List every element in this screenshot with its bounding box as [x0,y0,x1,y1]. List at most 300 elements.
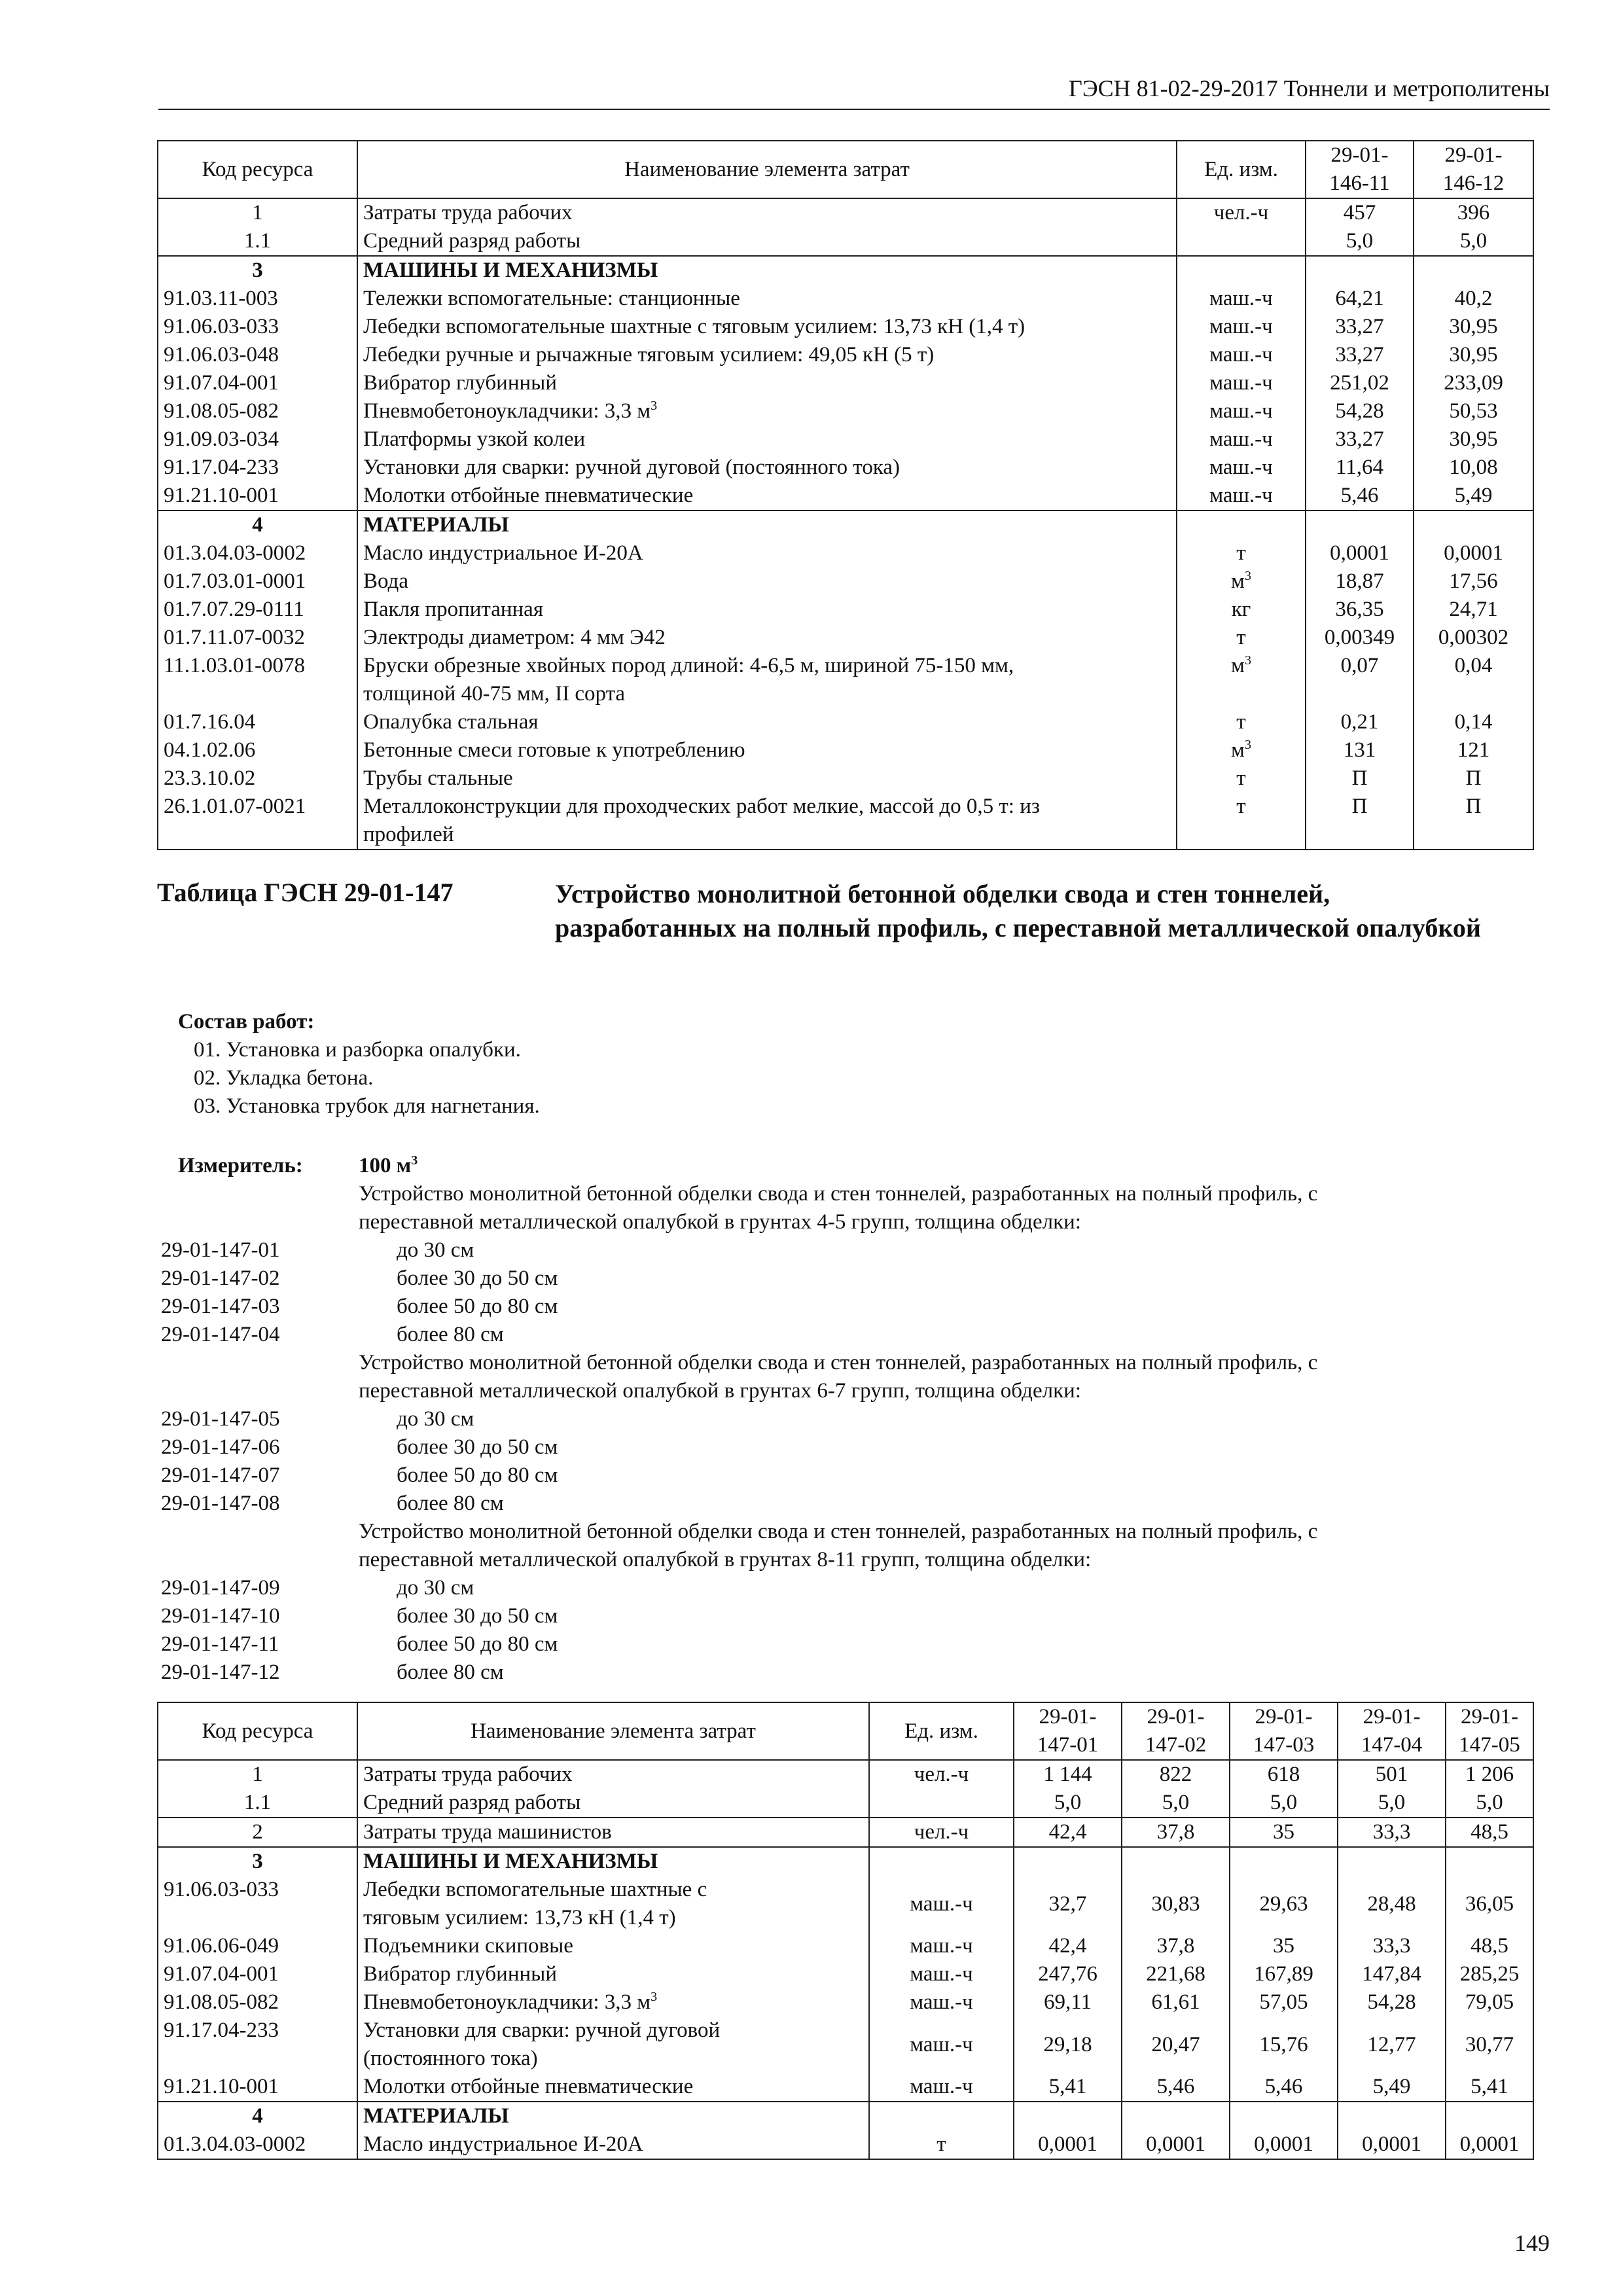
table-title: Устройство монолитной бетонной обделки свода и стен тоннелей, разработанных на полный профиль, с переставной металлической опалубкой [555,879,1481,942]
norm-thickness: до 30 см [397,1576,474,1600]
unit-text: маш.-ч [1209,427,1273,451]
table-row [158,1988,1533,2017]
norm-thickness: более 30 до 50 см [397,1604,558,1628]
unit-text: чел.-ч [914,1763,969,1786]
resource-name [357,285,1177,313]
value-cell: 501 [1338,1760,1446,1789]
resource-code: 91.06.03-033 [158,313,357,341]
works-item: 03. Установка трубок для нагнетания. [194,1094,540,1118]
unit [1177,425,1306,454]
resource-name-text: Затраты труда рабочих [363,1763,573,1786]
unit [869,1876,1014,1932]
header-col-146-11: 29-01- 146-11 [1306,141,1414,198]
norm-thickness: более 50 до 80 см [397,1632,558,1656]
value-cell: 5,46 [1122,2073,1230,2102]
norm-thickness: до 30 см [397,1407,474,1431]
resource-code: 91.07.04-001 [158,1960,357,1988]
measure-item-row [157,1630,1531,1659]
table-row [158,227,1533,256]
table-row [158,482,1533,511]
resource-name [357,708,1177,736]
unit-text: маш.-ч [1209,399,1273,423]
measure-item-row [157,1321,1531,1349]
norm-thickness: более 30 до 50 см [397,1435,558,1459]
value-cell: 221,68 [1122,1960,1230,1988]
measure-description: Устройство монолитной бетонной обделки свода и стен тоннелей, разработанных на полный профиль, с переставной металлической опалубкой в грунтах 8-11 групп, толщина обделки: [359,1520,1318,1571]
unit [1177,341,1306,369]
table-row [158,1960,1533,1988]
measure-item-row [157,1236,1531,1265]
header-name: Наименование элемента затрат [357,141,1177,198]
value-cell: 618 [1230,1760,1338,1789]
value-cell: 121 [1414,736,1533,764]
measure-item-row [157,1462,1531,1490]
measure-unit: 100 $м^3$ [359,1153,418,1177]
table-row [158,198,1533,227]
table-row [158,2102,1533,2130]
resource-name [357,369,1177,397]
value-cell [1338,2102,1446,2130]
norm-code: 29-01-147-07 [161,1463,280,1487]
value-cell: 0,14 [1414,708,1533,736]
unit [1177,624,1306,652]
norm-code: 29-01-147-09 [161,1576,280,1600]
value-cell: 5,0 [1446,1789,1533,1818]
table-row [158,369,1533,397]
resource-name [357,624,1177,652]
value-cell: 17,56 [1414,567,1533,596]
resource-name-text: Пневмобетоноукладчики: 3,3 м [363,1990,651,2014]
table-row [158,596,1533,624]
value-cell: 822 [1122,1760,1230,1789]
measure-item-row [157,1602,1531,1630]
resource-code: 01.7.03.01-0001 [158,567,357,596]
value-cell: 50,53 [1414,397,1533,425]
unit-text: маш.-ч [1209,343,1273,367]
resource-name [357,511,1177,539]
value-cell [1446,1847,1533,1876]
value-cell: 396 [1414,198,1533,227]
value-cell: 0,07 [1306,652,1414,708]
resource-name [357,1847,869,1876]
resource-code: 91.08.05-082 [158,397,357,425]
unit [1177,256,1306,285]
resource-name [357,313,1177,341]
resource-code: 01.7.07.29-0111 [158,596,357,624]
page-number: 149 [1514,2230,1550,2256]
value-cell: 0,04 [1414,652,1533,708]
measure-item-row [157,1293,1531,1321]
resource-name-text: МАТЕРИАЛЫ [363,513,509,537]
norm-thickness: более 50 до 80 см [397,1463,558,1487]
unit [869,1818,1014,1847]
value-cell: 30,95 [1414,425,1533,454]
resource-name-text: Вибратор глубинный [363,1962,557,1986]
value-cell: 54,28 [1338,1988,1446,2017]
resource-name-text: Лебедки вспомогательные шахтные с тяговым усилием: 13,73 кН (1,4 т) [363,315,1026,338]
page-header-title: ГЭСН 81-02-29-2017 Тоннели и метрополитены [1069,75,1550,101]
unit-text: маш.-ч [1209,371,1273,395]
resource-code: 01.3.04.03-0002 [158,2130,357,2159]
resource-name-text: Платформы узкой колеи [363,427,586,451]
resource-code: 91.09.03-034 [158,425,357,454]
unit [1177,198,1306,227]
unit [1177,511,1306,539]
value-cell: 5,49 [1338,2073,1446,2102]
resource-name [357,1932,869,1960]
unit [869,2073,1014,2102]
header-col-146-12: 29-01- 146-12 [1414,141,1533,198]
unit [1177,454,1306,482]
unit [1177,539,1306,567]
resource-name-text: Средний разряд работы [363,229,581,253]
resource-code: 4 [158,511,357,539]
resource-code: 91.07.04-001 [158,369,357,397]
unit [1177,596,1306,624]
value-cell: 28,48 [1338,1876,1446,1932]
measure-item-row [157,1574,1531,1602]
value-cell: 10,08 [1414,454,1533,482]
value-cell: 64,21 [1306,285,1414,313]
value-cell: П [1414,793,1533,850]
table-header-row [158,1702,1533,1760]
table-row [158,708,1533,736]
value-cell: 36,35 [1306,596,1414,624]
table-row [158,256,1533,285]
resource-code: 91.06.06-049 [158,1932,357,1960]
works-heading: Состав работ: [178,1010,315,1033]
unit [1177,652,1306,708]
resource-name-text: Пневмобетоноукладчики: 3,3 м [363,399,651,423]
header-col-147-02: 29-01- 147-02 [1122,1702,1230,1760]
superscript: 3 [1244,569,1251,583]
unit [869,2130,1014,2159]
table-row [158,511,1533,539]
value-cell: 20,47 [1122,2017,1230,2073]
norm-code: 29-01-147-01 [161,1238,280,1262]
resource-name-text: Затраты труда рабочих [363,201,573,224]
resource-name-text: Вибратор глубинный [363,371,557,395]
unit [869,1988,1014,2017]
value-cell: 42,4 [1014,1932,1122,1960]
resource-name-text: Средний разряд работы [363,1791,581,1814]
unit-text: м [1231,738,1245,762]
resource-name-text: Подъемники скиповые [363,1934,573,1958]
value-cell: 35 [1230,1818,1338,1847]
resource-code: 26.1.01.07-0021 [158,793,357,850]
unit-text: маш.-ч [1209,315,1273,338]
resource-name [357,397,1177,425]
value-cell [1230,1847,1338,1876]
resource-name-text: Вода [363,569,408,593]
resource-code: 2 [158,1818,357,1847]
resource-code: 1.1 [158,227,357,256]
resource-name [357,1988,869,2017]
unit-text: т [1236,626,1246,649]
unit-text: т [1236,766,1246,790]
resource-name [357,2017,869,2073]
value-cell: 32,7 [1014,1876,1122,1932]
superscript: 3 [1244,738,1251,752]
unit-text: т [936,2132,946,2156]
value-cell: 33,27 [1306,425,1414,454]
table-caption: Таблица ГЭСН 29-01-147 [157,878,454,907]
value-cell: 457 [1306,198,1414,227]
resource-name [357,2102,869,2130]
value-cell: 147,84 [1338,1960,1446,1988]
resource-name [357,1818,869,1847]
norm-code: 29-01-147-04 [161,1323,280,1346]
value-cell [1122,2102,1230,2130]
norm-thickness: более 30 до 50 см [397,1266,558,1290]
value-cell: 0,00349 [1306,624,1414,652]
value-cell [1338,1847,1446,1876]
value-cell: 69,11 [1014,1988,1122,2017]
table-row [158,539,1533,567]
unit [1177,285,1306,313]
value-cell: 5,46 [1306,482,1414,511]
unit [869,1960,1014,1988]
value-cell: 5,0 [1306,227,1414,256]
table-row [158,2017,1533,2073]
unit-text: кг [1231,598,1251,621]
value-cell [1306,256,1414,285]
table-row [158,764,1533,793]
resource-code: 91.17.04-233 [158,454,357,482]
resource-code: 3 [158,256,357,285]
resource-name [357,1789,869,1818]
table-row [158,454,1533,482]
value-cell: 247,76 [1014,1960,1122,1988]
resource-code: 91.17.04-233 [158,2017,357,2073]
value-cell: 37,8 [1122,1818,1230,1847]
table-row [158,1760,1533,1789]
resource-code: 04.1.02.06 [158,736,357,764]
unit-text: т [1236,541,1246,565]
resource-name-text: Бруски обрезные хвойных пород длиной: 4-6,5 м, шириной 75-150 мм, толщиной 40-75 мм, II сорта [363,654,1014,706]
measure-item-row [157,1659,1531,1687]
resource-table-146 [157,140,1534,850]
norm-thickness: более 50 до 80 см [397,1295,558,1318]
resource-name [357,2130,869,2159]
value-cell: 5,41 [1446,2073,1533,2102]
resource-name-text: Установки для сварки: ручной дуговой (постоянного тока) [363,2018,721,2070]
unit-text: маш.-ч [910,1990,973,2014]
unit-text: чел.-ч [1213,201,1269,224]
value-cell: 36,05 [1446,1876,1533,1932]
value-cell: 57,05 [1230,1988,1338,2017]
resource-name-text: Лебедки вспомогательные шахтные с тяговым усилием: 13,73 кН (1,4 т) [363,1878,707,1929]
table-row [158,567,1533,596]
header-col-147-04: 29-01- 147-04 [1338,1702,1446,1760]
header-code: Код ресурса [158,1702,357,1760]
header-col-147-03: 29-01- 147-03 [1230,1702,1338,1760]
value-cell: П [1306,764,1414,793]
value-cell: 61,61 [1122,1988,1230,2017]
table-row [158,2130,1533,2159]
unit [1177,482,1306,511]
resource-code: 3 [158,1847,357,1876]
value-cell: 12,77 [1338,2017,1446,2073]
value-cell: 48,5 [1446,1932,1533,1960]
unit [1177,764,1306,793]
value-cell: 30,95 [1414,341,1533,369]
table-header-row [158,141,1533,198]
resource-name-text: Молотки отбойные пневматические [363,2075,694,2098]
resource-name [357,1760,869,1789]
resource-name-text: Масло индустриальное И-20А [363,541,643,565]
resource-name [357,1876,869,1932]
norm-code: 29-01-147-10 [161,1604,280,1628]
header-col-147-05: 29-01- 147-05 [1446,1702,1533,1760]
resource-code: 91.06.03-048 [158,341,357,369]
resource-code: 91.06.03-033 [158,1876,357,1932]
table-row [158,313,1533,341]
table-row [158,1876,1533,1932]
resource-name-text: Бетонные смеси готовые к употреблению [363,738,745,762]
value-cell: П [1306,793,1414,850]
value-cell: 5,46 [1230,2073,1338,2102]
table-row [158,1847,1533,1876]
measure-label: Измеритель: [178,1154,303,1177]
table-row [158,1932,1533,1960]
value-cell [1014,1847,1122,1876]
resource-name [357,454,1177,482]
unit-text: маш.-ч [910,2032,973,2056]
works-item: 02. Укладка бетона. [194,1066,374,1090]
value-cell: 0,0001 [1306,539,1414,567]
value-cell: 5,0 [1230,1789,1338,1818]
value-cell: 131 [1306,736,1414,764]
value-cell: 35 [1230,1932,1338,1960]
resource-name [357,539,1177,567]
unit-text: маш.-ч [1209,287,1273,310]
value-cell: 1 206 [1446,1760,1533,1789]
value-cell [1414,256,1533,285]
unit [1177,793,1306,850]
header-code: Код ресурса [158,141,357,198]
superscript: 3 [651,399,658,413]
value-cell: 0,0001 [1014,2130,1122,2159]
norm-thickness: более 80 см [397,1492,504,1515]
resource-name [357,1960,869,1988]
unit-text: м [1231,569,1245,593]
resource-name [357,764,1177,793]
norm-code: 29-01-147-12 [161,1660,280,1684]
value-cell: 0,0001 [1338,2130,1446,2159]
table-row [158,341,1533,369]
value-cell: 251,02 [1306,369,1414,397]
measure-item-row [157,1433,1531,1462]
unit [1177,313,1306,341]
value-cell [1446,2102,1533,2130]
unit [869,1760,1014,1789]
value-cell: 30,83 [1122,1876,1230,1932]
value-cell: 5,41 [1014,2073,1122,2102]
unit-text: маш.-ч [1209,456,1273,479]
resource-name-text: Трубы стальные [363,766,513,790]
resource-name-text: Электроды диаметром: 4 мм Э42 [363,626,666,649]
norm-thickness: более 80 см [397,1660,504,1684]
resource-code: 01.7.11.07-0032 [158,624,357,652]
resource-name-text: Металлоконструкции для проходческих работ мелкие, массой до 0,5 т: из профилей [363,795,1040,846]
value-cell: П [1414,764,1533,793]
value-cell: 24,71 [1414,596,1533,624]
resource-code: 11.1.03.01-0078 [158,652,357,708]
unit [869,2017,1014,2073]
resource-code: 91.03.11-003 [158,285,357,313]
measure-block [157,1152,1531,1687]
unit [1177,708,1306,736]
measure-header [157,1152,1531,1180]
superscript: 3 [1244,653,1251,668]
norm-code: 29-01-147-02 [161,1266,280,1290]
value-cell: 79,05 [1446,1988,1533,2017]
table-row [158,285,1533,313]
unit [1177,397,1306,425]
value-cell: 42,4 [1014,1818,1122,1847]
header-unit: Ед. изм. [869,1702,1014,1760]
table-row [158,793,1533,850]
resource-name-text: Тележки вспомогательные: станционные [363,287,740,310]
work-composition [178,1008,540,1121]
resource-code: 4 [158,2102,357,2130]
header-unit: Ед. изм. [1177,141,1306,198]
value-cell: 48,5 [1446,1818,1533,1847]
table-row [158,1789,1533,1818]
value-cell: 5,49 [1414,482,1533,511]
resource-name-text: Затраты труда машинистов [363,1820,612,1844]
resource-name [357,596,1177,624]
value-cell: 29,63 [1230,1876,1338,1932]
unit [869,1847,1014,1876]
value-cell: 30,77 [1446,2017,1533,2073]
resource-name [357,567,1177,596]
resource-name [357,482,1177,511]
value-cell: 233,09 [1414,369,1533,397]
value-cell: 0,0001 [1122,2130,1230,2159]
value-cell: 5,0 [1414,227,1533,256]
resource-name [357,736,1177,764]
value-cell: 33,3 [1338,1818,1446,1847]
resource-name-text: Пакля пропитанная [363,598,544,621]
table-row [158,736,1533,764]
measure-item-row [157,1490,1531,1518]
resource-name [357,2073,869,2102]
value-cell: 285,25 [1446,1960,1533,1988]
resource-name [357,256,1177,285]
resource-name [357,425,1177,454]
value-cell [1122,1847,1230,1876]
unit [1177,227,1306,256]
superscript: 3 [651,1990,658,2004]
value-cell: 18,87 [1306,567,1414,596]
resource-name [357,341,1177,369]
norm-code: 29-01-147-03 [161,1295,280,1318]
unit [1177,369,1306,397]
resource-name [357,227,1177,256]
unit-text: маш.-ч [1209,484,1273,507]
unit [1177,567,1306,596]
value-cell [1014,2102,1122,2130]
value-cell: 1 144 [1014,1760,1122,1789]
unit-text: маш.-ч [910,2075,973,2098]
value-cell: 29,18 [1014,2017,1122,2073]
norm-code: 29-01-147-08 [161,1492,280,1515]
value-cell: 40,2 [1414,285,1533,313]
table-row [158,2073,1533,2102]
unit-text: маш.-ч [910,1892,973,1916]
